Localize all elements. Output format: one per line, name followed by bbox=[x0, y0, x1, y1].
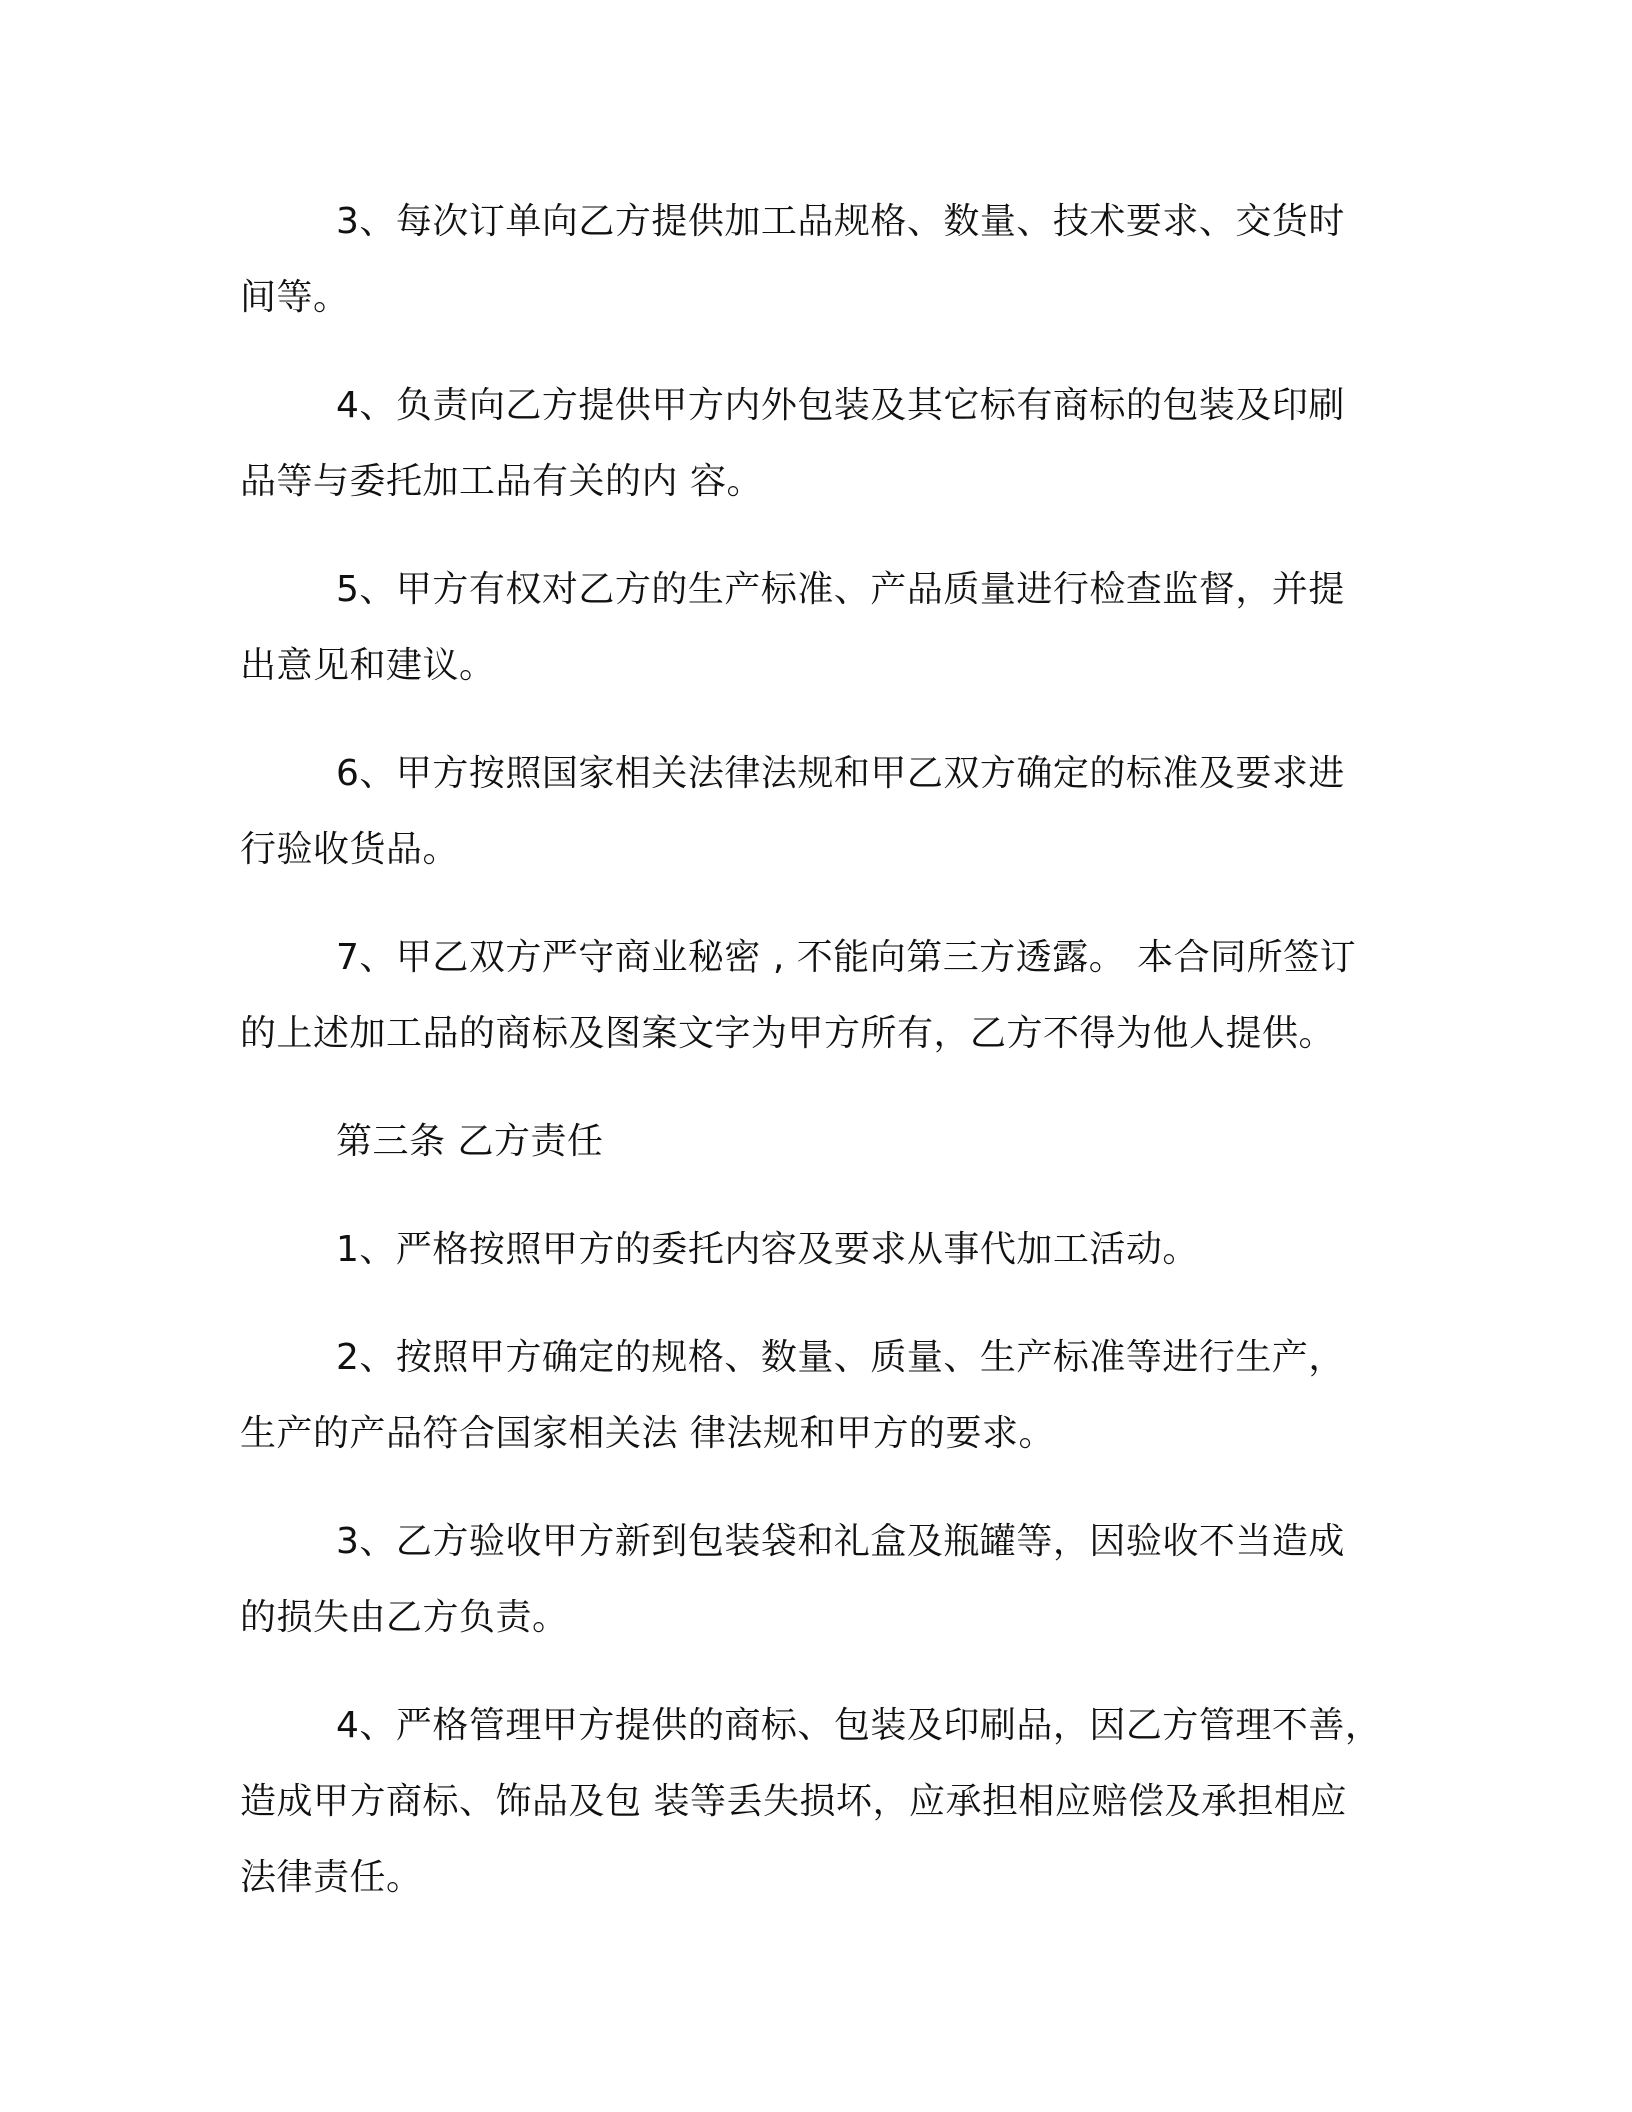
paragraph-line: 3、每次订单向乙方提供加工品规格、数量、技术要求、交货时 bbox=[336, 201, 1345, 242]
paragraph-line: 造成甲方商标、饰品及包 装等丢失损坏，应承担相应赔偿及承担相应 bbox=[240, 1781, 1347, 1822]
paragraph-item-1 bbox=[240, 1212, 1390, 1288]
document-body bbox=[240, 184, 1390, 1948]
paragraph-line: 的上述加工品的商标及图案文字为甲方所有，乙方不得为他人提供。 bbox=[240, 1013, 1336, 1054]
paragraph-line: 2、按照甲方确定的规格、数量、质量、生产标准等进行生产， bbox=[336, 1337, 1345, 1378]
paragraph-item-6 bbox=[240, 736, 1390, 888]
paragraph-line: 行验收货品。 bbox=[240, 829, 460, 870]
paragraph-line: 5、甲方有权对乙方的生产标准、产品质量进行检查监督，并提 bbox=[336, 569, 1345, 610]
paragraph-item-7 bbox=[240, 920, 1390, 1072]
paragraph-item-5 bbox=[240, 552, 1390, 704]
paragraph-item-4 bbox=[240, 368, 1390, 520]
paragraph-line: 品等与委托加工品有关的内 容。 bbox=[240, 461, 763, 502]
paragraph-item-2 bbox=[240, 1320, 1390, 1472]
paragraph-line: 生产的产品符合国家相关法 律法规和甲方的要求。 bbox=[240, 1413, 1055, 1454]
paragraph-line: 3、乙方验收甲方新到包装袋和礼盒及瓶罐等，因验收不当造成 bbox=[336, 1521, 1345, 1562]
section-heading bbox=[240, 1104, 1390, 1180]
paragraph-line: 出意见和建议。 bbox=[240, 645, 496, 686]
paragraph-line: 的损失由乙方负责。 bbox=[240, 1597, 569, 1638]
section-heading-text: 第三条 乙方责任 bbox=[336, 1121, 604, 1162]
paragraph-item-4b bbox=[240, 1688, 1390, 1916]
paragraph-line: 4、负责向乙方提供甲方内外包装及其它标有商标的包装及印刷 bbox=[336, 385, 1345, 426]
paragraph-line: 法律责任。 bbox=[240, 1857, 423, 1898]
paragraph-line: 间等。 bbox=[240, 277, 350, 318]
paragraph-item-3b bbox=[240, 1504, 1390, 1656]
paragraph-line: 4、严格管理甲方提供的商标、包装及印刷品，因乙方管理不善， bbox=[336, 1705, 1382, 1746]
paragraph-line: 1、严格按照甲方的委托内容及要求从事代加工活动。 bbox=[336, 1229, 1199, 1270]
paragraph-item-3 bbox=[240, 184, 1390, 336]
paragraph-line: 7、甲乙双方严守商业秘密 , 不能向第三方透露。 本合同所签订 bbox=[336, 937, 1357, 978]
paragraph-line: 6、甲方按照国家相关法律法规和甲乙双方确定的标准及要求进 bbox=[336, 753, 1345, 794]
